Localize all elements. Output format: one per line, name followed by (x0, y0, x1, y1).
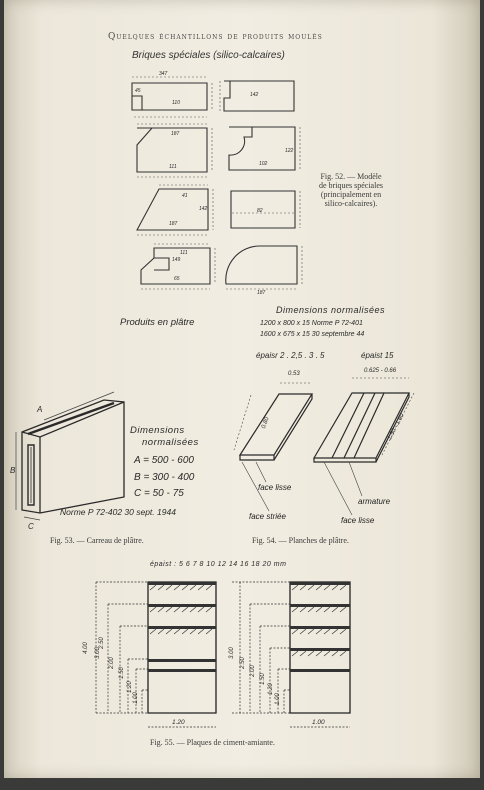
fig55-ldim-1: 4.00 (82, 642, 89, 654)
fig55-ldim-2: 3.00 (94, 647, 101, 659)
book-page (4, 0, 480, 778)
dim-7: 102 (259, 161, 268, 167)
dim-9: 41 (182, 193, 188, 199)
fig55-ldim-7: 1.00 (132, 692, 139, 704)
fig53-dim-sub: normalisées (142, 437, 199, 448)
fig54-epais-right: épaist 15 (361, 351, 394, 360)
fig52-caption-line: Fig. 52. — Modèle (320, 172, 382, 181)
fig55-rdim-2: 2.50 (239, 657, 246, 669)
section-title-platre: Produits en plâtre (120, 317, 195, 328)
fig55-width-right: 1.00 (312, 719, 325, 726)
dim-heading: Dimensions normalisées (276, 305, 386, 315)
dim-12: 82 (257, 208, 263, 214)
fig54-dim-4: 1.50 - 1.60 (386, 412, 406, 442)
dim-2: 45 (135, 88, 141, 94)
dim-line-2: 1600 x 675 x 15 30 septembre 44 (260, 331, 365, 338)
dim-14: 149 (172, 257, 181, 263)
fig52-caption-line: (principalement en (320, 190, 382, 199)
fig54-caption: Fig. 54. — Planches de plâtre. (252, 536, 349, 545)
fig55-ldim-6: 1.20 (126, 681, 133, 693)
dim-13: 111 (180, 250, 188, 256)
dim-3: 110 (172, 100, 180, 106)
fig55-rdim-3: 2.00 (249, 665, 256, 677)
fig53-dim-title: Dimensions (130, 425, 185, 436)
dim-15: 65 (174, 276, 180, 282)
fig53-caption: Fig. 53. — Carreau de plâtre. (50, 536, 144, 545)
section-title-bricks: Briques spéciales (silico-calcaires) (132, 50, 285, 61)
fig55-ldim-5: 1.50 (118, 667, 125, 679)
fig53-c: C = 50 - 75 (134, 488, 184, 499)
label-armature: armature (358, 497, 391, 506)
fig53-b: B = 300 - 400 (134, 472, 195, 483)
fig55-epais: épaist : 5 6 7 8 10 12 14 16 18 20 mm (150, 561, 287, 568)
fig55-ldim-3: 2.50 (98, 637, 105, 649)
fig55-rdim-5: 1.20 (267, 683, 274, 695)
dim-16: 187 (257, 290, 266, 296)
dim-5: 187 (171, 131, 180, 137)
fig55-ldim-4: 2.00 (108, 657, 115, 669)
fig54-epais-left: épaisr 2 . 2,5 . 3 . 5 (256, 351, 325, 360)
fig55-caption: Fig. 55. — Plaques de ciment-amiante. (150, 738, 275, 747)
fig55-rdim-1: 3.00 (228, 647, 235, 659)
dim-10: 142 (199, 206, 208, 212)
fig53-norme: Norme P 72-402 30 sept. 1944 (60, 507, 176, 517)
dim-6: 111 (169, 164, 177, 170)
running-head: Quelques échantillons de produits moulés (108, 32, 323, 42)
fig54-dim-1: 0.53 (288, 371, 300, 377)
fig55-rdim-4: 1.50 (259, 673, 266, 685)
letter-a: A (37, 405, 43, 414)
dim-4: 142 (250, 92, 259, 98)
fig55-width-left: 1.20 (172, 719, 185, 726)
letter-b: B (10, 466, 16, 475)
label-face-lisse: face lisse (258, 483, 292, 492)
fig54-dim-3: 0.80 (261, 416, 271, 430)
dim-line-1: 1200 x 800 x 15 Norme P 72-401 (260, 320, 363, 327)
fig52-caption-line: de briques spéciales (319, 181, 383, 190)
fig53-a: A = 500 - 600 (134, 455, 194, 466)
label-face-lisse-2: face lisse (341, 516, 375, 525)
dim-8: 122 (285, 148, 294, 154)
fig52-caption-line: silico-calcaires). (324, 199, 378, 208)
label-face-striee: face striée (249, 512, 286, 521)
dim-1: 347 (159, 71, 168, 77)
fig55-drawing (4, 0, 480, 790)
letter-c: C (28, 522, 34, 531)
fig54-dim-2: 0.625 - 0.66 (364, 368, 397, 374)
dim-11: 187 (169, 221, 178, 227)
fig55-rdim-6: 1.00 (274, 693, 281, 705)
